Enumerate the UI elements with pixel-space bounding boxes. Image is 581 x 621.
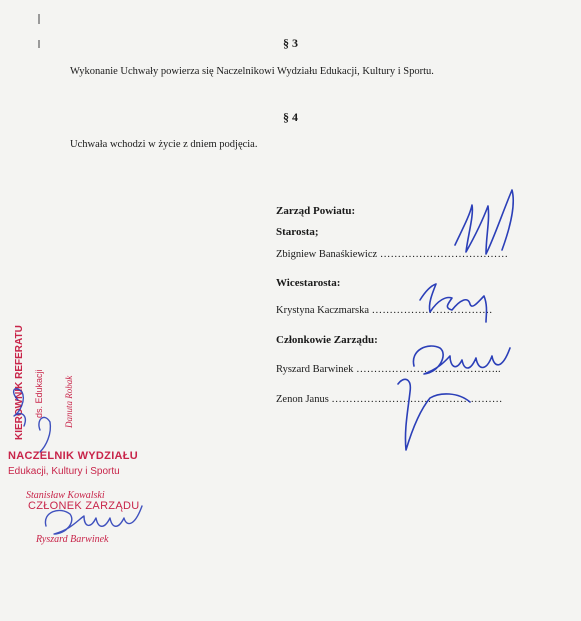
section-4-text: Uchwała wchodzi w życie z dniem podjęcia. <box>70 139 258 150</box>
stamp-zarzad-name: Ryszard Barwinek <box>36 534 109 545</box>
stamp-zarzad-line1: CZŁONEK ZARZĄDU <box>28 500 140 512</box>
starosta-dots: ……………………………… <box>379 249 509 260</box>
wicestarosta-signature <box>420 284 487 322</box>
starosta-name: Zbigniew Banaśkiewicz <box>276 249 378 260</box>
stamp-initial-signature-1 <box>14 389 26 426</box>
stamp-referat-line2: ds. Edukacji <box>34 369 44 418</box>
wicestarosta-name: Krystyna Kaczmarska <box>276 305 370 316</box>
members-heading: Członkowie Zarządu: <box>276 334 378 346</box>
member1-name: Ryszard Barwinek <box>276 364 354 375</box>
wicestarosta-heading: Wicestarosta: <box>276 277 341 289</box>
member2-name: Zenon Janus <box>276 394 329 405</box>
member2-signature <box>398 379 470 450</box>
stamp-wydzial-line2: Edukacji, Kultury i Sportu <box>8 466 120 477</box>
board-heading: Zarząd Powiatu: <box>276 205 356 217</box>
stamp-referat-line1: KIEROWNIK REFERATU <box>14 325 25 440</box>
section-3-text: Wykonanie Uchwały powierza się Naczelnikowi Wydziału Edukacji, Kultury i Sportu. <box>70 66 434 77</box>
starosta-signature <box>455 190 513 254</box>
member1-signature <box>413 346 510 374</box>
stamp-wydzial-line1: NACZELNIK WYDZIAŁU <box>8 450 139 462</box>
section-4-title: § 4 <box>283 110 298 124</box>
section-3-title: § 3 <box>283 36 298 50</box>
stamp-wydzial-name: Stanisław Kowalski <box>26 490 105 501</box>
member1-dots: ………………………………….. <box>356 364 501 375</box>
stamp-referat-name: Danuta Robak <box>64 375 74 428</box>
stamp-zarzad-signature <box>45 506 142 534</box>
member2-dots: ………………………………………… <box>331 394 503 405</box>
starosta-heading: Starosta; <box>276 226 319 238</box>
wicestarosta-dots: ……………………………. <box>371 305 493 316</box>
stamp-initial-signature-2 <box>39 417 50 452</box>
